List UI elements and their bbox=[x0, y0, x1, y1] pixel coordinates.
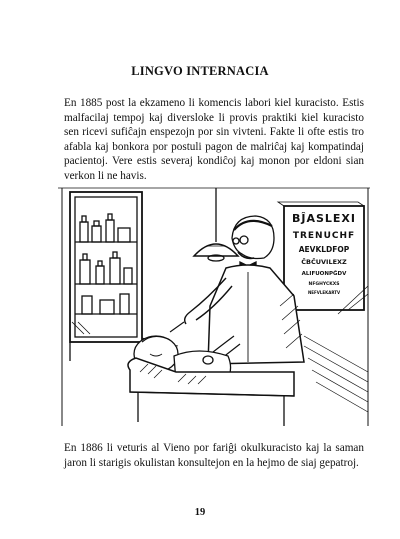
eye-chart-letters bbox=[292, 212, 356, 295]
hanging-lamp bbox=[194, 188, 238, 261]
eye-chart-line-3: AEVKLDFOP bbox=[298, 245, 350, 254]
medicine-cabinet bbox=[70, 192, 142, 361]
eye-chart-line-6: NFGHYCKXS bbox=[308, 282, 340, 287]
page-number: 19 bbox=[194, 507, 206, 518]
eye-chart-line-2: TRENUCHF bbox=[292, 231, 356, 241]
eye-chart-line-4: ĈBĈUVILEXZ bbox=[301, 258, 347, 266]
eye-chart-line-7: NEFVLEKARTV bbox=[307, 290, 341, 295]
doctor-illustration bbox=[58, 186, 370, 430]
paragraph-bottom: En 1886 li veturis al Vieno por fariĝi okulkuracisto kaj la saman jaron li starigis okulistan konsultejon en la hejmo de siaj gepatroj. bbox=[64, 442, 364, 469]
page-title: LINGVO INTERNACIA bbox=[131, 64, 269, 78]
eye-chart-line-1: BĴASLEXI bbox=[291, 212, 357, 225]
eye-chart-line-5: ALIFUONPĜDV bbox=[301, 271, 347, 277]
paragraph-top: En 1885 post la ekzameno li komencis labori kiel kuracisto. Estis malfacilaj tempoj kaj diversloke li provis praktiki kiel kuracisto sen ricevi sufiĉajn enspezojn por sin vivteni. Fakte li ofte estis tro afabla kaj bonkora por postuli pagon de malriĉaj kaj kompatindaj pacientoj. Vere estis severaj kondiĉoj kaj monon por eldoni sian verkon li ne havis. bbox=[64, 97, 364, 182]
